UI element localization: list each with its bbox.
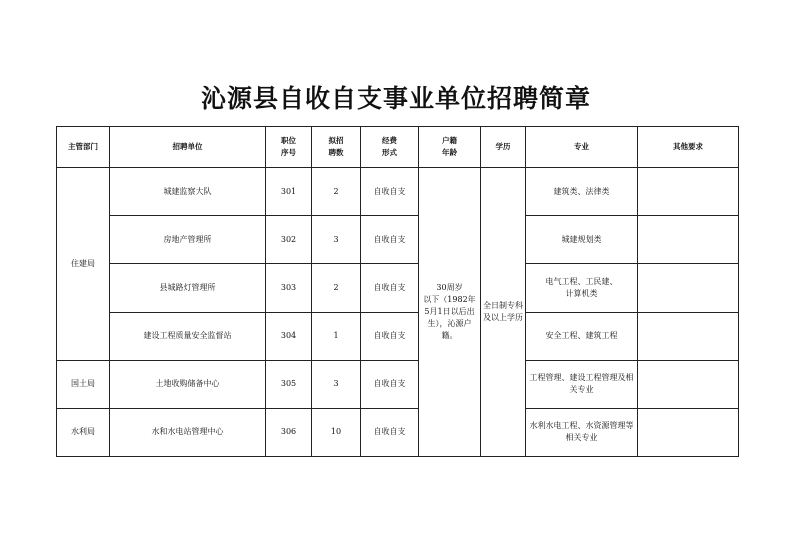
funding-cell: 自收自支 — [361, 168, 419, 216]
header-major: 专业 — [526, 127, 638, 168]
table-row — [57, 312, 739, 360]
count-cell: 1 — [312, 312, 361, 360]
table-row — [57, 360, 739, 408]
count-cell: 3 — [312, 216, 361, 264]
recruitment-table — [56, 126, 739, 457]
count-cell: 10 — [312, 408, 361, 456]
major-cell: 电气工程、工民建、 计算机类 — [526, 264, 638, 312]
major-cell: 工程管理、建设工程管理及相 关专业 — [526, 360, 638, 408]
funding-cell: 自收自支 — [361, 360, 419, 408]
unit-cell: 水和水电站管理中心 — [110, 408, 266, 456]
header-unit: 招聘单位 — [110, 127, 266, 168]
table-row — [57, 216, 739, 264]
unit-cell: 县城路灯管理所 — [110, 264, 266, 312]
code-cell: 303 — [266, 264, 312, 312]
dept-cell: 水利局 — [57, 408, 110, 456]
unit-cell: 城建监察大队 — [110, 168, 266, 216]
header-funding: 经费 形式 — [361, 127, 419, 168]
dept-cell: 住建局 — [57, 168, 110, 361]
count-cell: 2 — [312, 168, 361, 216]
other-cell — [638, 168, 739, 216]
header-dept: 主管部门 — [57, 127, 110, 168]
other-cell — [638, 408, 739, 456]
count-cell: 2 — [312, 264, 361, 312]
page-title: 沁源县自收自支事业单位招聘简章 — [200, 84, 591, 113]
header-other: 其他要求 — [638, 127, 739, 168]
code-cell: 301 — [266, 168, 312, 216]
education-cell: 全日制专科 及以上学历 — [481, 168, 526, 457]
dept-cell: 国土局 — [57, 360, 110, 408]
code-cell: 302 — [266, 216, 312, 264]
table-row — [57, 168, 739, 216]
funding-cell: 自收自支 — [361, 312, 419, 360]
unit-cell: 建设工程质量安全监督站 — [110, 312, 266, 360]
table-row — [57, 264, 739, 312]
code-cell: 305 — [266, 360, 312, 408]
other-cell — [638, 264, 739, 312]
table-row — [57, 408, 739, 456]
header-code: 职位 序号 — [266, 127, 312, 168]
funding-cell: 自收自支 — [361, 408, 419, 456]
code-cell: 306 — [266, 408, 312, 456]
header-education: 学历 — [481, 127, 526, 168]
major-cell: 城建规划类 — [526, 216, 638, 264]
unit-cell: 房地产管理所 — [110, 216, 266, 264]
funding-cell: 自收自支 — [361, 216, 419, 264]
other-cell — [638, 312, 739, 360]
header-row — [57, 127, 739, 168]
other-cell — [638, 216, 739, 264]
major-cell: 水利水电工程、水资源管理等 相关专业 — [526, 408, 638, 456]
major-cell: 安全工程、建筑工程 — [526, 312, 638, 360]
household-age-cell: 30周岁 以下（1982年 5月1日以后出 生），沁源户籍。 — [419, 168, 481, 457]
major-cell: 建筑类、法律类 — [526, 168, 638, 216]
funding-cell: 自收自支 — [361, 264, 419, 312]
other-cell — [638, 360, 739, 408]
code-cell: 304 — [266, 312, 312, 360]
header-count: 拟招 聘数 — [312, 127, 361, 168]
count-cell: 3 — [312, 360, 361, 408]
header-household-age: 户籍 年龄 — [419, 127, 481, 168]
unit-cell: 土地收购储备中心 — [110, 360, 266, 408]
